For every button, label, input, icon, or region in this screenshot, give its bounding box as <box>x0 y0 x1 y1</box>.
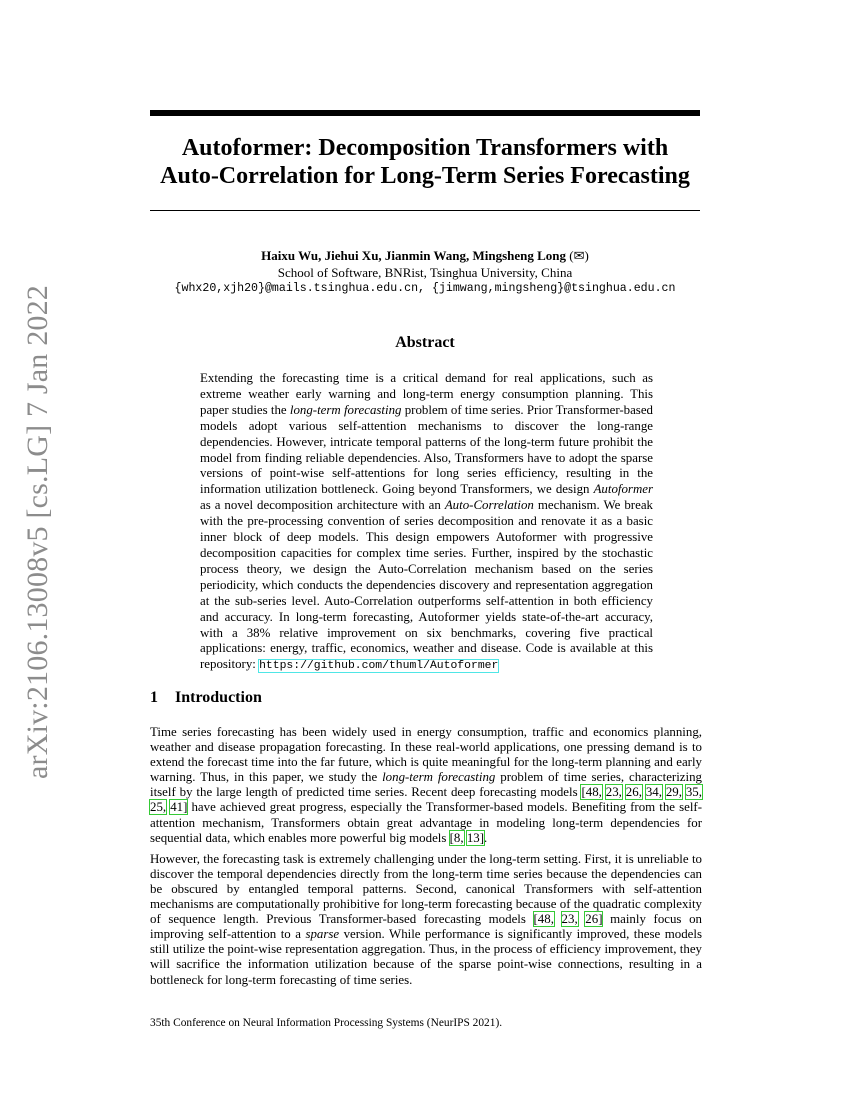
title-line-2: Auto-Correlation for Long-Term Series Forecasting <box>160 163 690 189</box>
citation-link[interactable]: 26, <box>625 785 642 800</box>
title-bottom-rule <box>150 210 700 211</box>
author-emails: {whx20,xjh20}@mails.tsinghua.edu.cn, {jimwang,mingsheng}@tsinghua.edu.cn <box>174 282 676 295</box>
paragraph-text: However, the forecasting task is extremely challenging under the long-term setting. First, it is unreliable to discover the temporal dependencies directly from the long-term time series because the dependencies can be obscured by entangled temporal patterns. Second, canonical Transformers with self-attention mechanisms are computationally prohibitive for long-term forecasting because of the quadratic complexity of sequence length. Previous Transformer-based forecasting models <box>150 851 702 927</box>
affiliation: School of Software, BNRist, Tsinghua University, China <box>277 264 573 280</box>
citation-link[interactable]: 34, <box>645 785 662 800</box>
citation-link[interactable]: [48, <box>581 785 602 800</box>
citation-link[interactable]: 26] <box>585 912 603 927</box>
author-block <box>130 248 720 298</box>
citation-link[interactable]: [8, <box>449 830 464 845</box>
paragraph-2 <box>150 852 702 988</box>
paragraph-text: problem of time series, characterizing itself by the large length of predicted time series. Recent deep forecasting models <box>150 770 703 800</box>
section-heading-introduction <box>150 689 262 707</box>
abstract-heading: Abstract <box>395 334 455 351</box>
title-line-1: Autoformer: Decomposition Transformers with <box>181 135 669 161</box>
author-names: Haixu Wu, Jiehui Xu, Jianmin Wang, Mingsheng Long <box>261 248 567 263</box>
paragraph-emphasis: sparse <box>305 927 340 942</box>
abstract-emphasis-3: Auto-Correlation <box>444 498 534 513</box>
abstract-text-1: Extending the forecasting time is a critical demand for real applications, such as extreme weather early warning and long-term energy consumption planning. This paper studies the <box>200 371 653 417</box>
citation-link[interactable]: [48, <box>533 912 554 927</box>
introduction-body <box>150 725 702 994</box>
citation-link[interactable]: 23, <box>605 785 622 800</box>
paragraph-1 <box>150 725 702 846</box>
citation-link[interactable]: 41] <box>170 800 188 815</box>
abstract-text-2: problem of time series. Prior Transformer-based models adopt various self-attention mechanisms to discover the long-range dependencies. However, intricate temporal patterns of the long-term future prohibit the model from finding reliable dependencies. Also, Transformers have to adopt the sparse versions of point-wise self-attentions for long series efficiency, resulting in the information utilization bottleneck. Going beyond Transformers, we design <box>200 402 653 497</box>
paragraph-text: have achieved great progress, especially the Transformer-based models. Benefiting from the self-attention mechanism, Transformers obtain great advantage in modeling long-term dependencies for sequential data, which enables more powerful big models <box>150 800 702 845</box>
abstract-text <box>200 371 653 675</box>
paragraph-text: version. While performance is significantly improved, these models still utilize the point-wise representation aggregation. Thus, in the process of efficiency improvement, they will sacrifice the information utilization because of the sparse point-wise connections, resulting in a bottleneck for long-term forecasting of time series. <box>150 927 702 987</box>
abstract-emphasis-1: long-term forecasting <box>289 402 402 417</box>
abstract-text-4: mechanism. We break with the pre-processing convention of series decomposition and renovate it as a basic inner block of deep models. This design empowers Autoformer with progressive decomposition capacities for complex time series. Further, inspired by the stochastic process theory, we design the Auto-Correlation mechanism based on the series periodicity, which conducts the dependencies discovery and representation aggregation at the sub-series level. Auto-Correlation outperforms self-attention in both efficiency and accuracy. In long-term forecasting, Autoformer yields state-of-the-art accuracy, with a 38% relative improvement on six benchmarks, covering five practical applications: energy, traffic, economics, weather and disease. Code is available at this repository: <box>200 498 653 672</box>
conference-footnote: 35th Conference on Neural Information Processing Systems (NeurIPS 2021). <box>150 1017 503 1029</box>
paper-title <box>150 134 700 190</box>
paragraph-text: Time series forecasting has been widely used in energy consumption, traffic and economics planning, weather and disease propagation forecasting. In these real-world applications, one pressing demand is to extend the forecast time into the far future, which is quite meaningful for the long-term planning and early warning. Thus, in this paper, we study the <box>150 725 702 785</box>
title-top-rule <box>150 110 700 116</box>
citation-link[interactable]: 29, <box>665 785 682 800</box>
author-names-line <box>130 248 720 265</box>
mail-icon: (✉) <box>569 248 589 263</box>
abstract-text-3: as a novel decomposition architecture with an <box>200 498 445 513</box>
arxiv-sidebar <box>0 0 70 1100</box>
section-title: Introduction <box>175 689 262 706</box>
abstract-emphasis-2: Autoformer <box>593 482 653 497</box>
citation-link[interactable]: 13] <box>466 830 485 845</box>
citation-link[interactable]: 25, <box>150 800 167 815</box>
paragraph-emphasis: long-term forecasting <box>382 770 496 785</box>
citation-link[interactable]: 23, <box>561 912 578 927</box>
paragraph-text: . <box>484 830 488 845</box>
arxiv-identifier: arXiv:2106.13008v5 [cs.LG] 7 Jan 2022 <box>21 285 54 779</box>
citation-link[interactable]: 35, <box>685 785 702 800</box>
section-number: 1 <box>150 689 158 706</box>
repository-link[interactable]: https://github.com/thuml/Autoformer <box>259 660 499 673</box>
paragraph-text: mainly focus on improving self-attention to a <box>150 912 702 942</box>
